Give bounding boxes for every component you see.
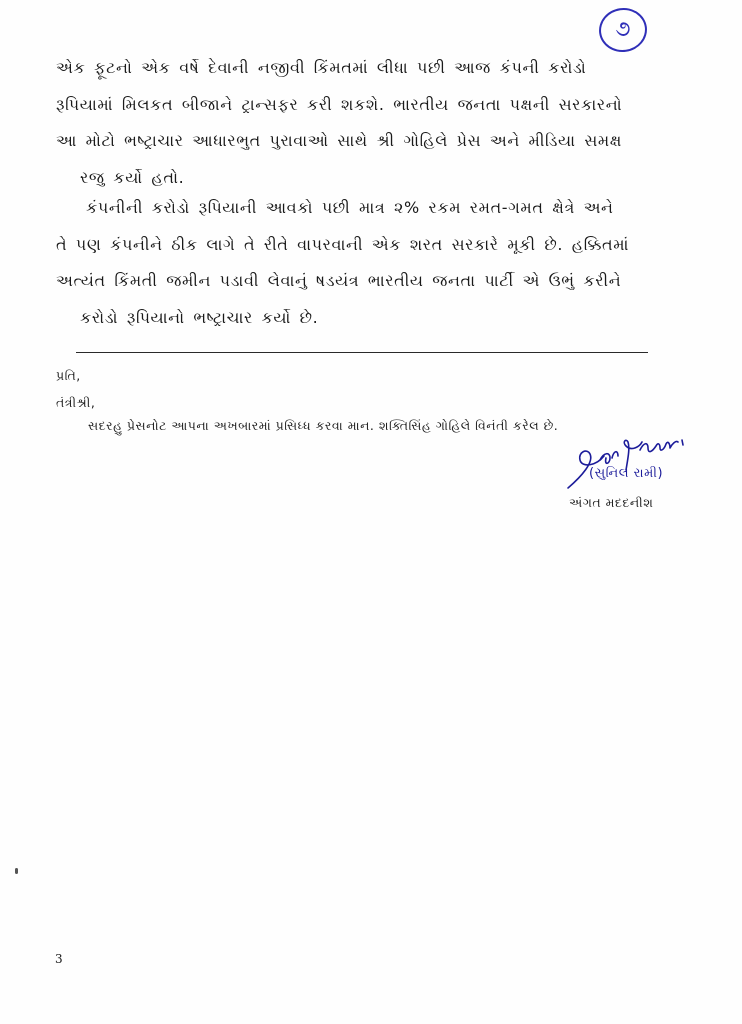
paragraph-1-line: રજુ કર્યો હતો. (80, 167, 185, 187)
paragraph-2-line: કરોડો રૂપિયાનો ભષ્ટ્રાચાર કર્યો છે. (80, 307, 319, 327)
paragraph-2 (56, 190, 666, 336)
request-line: સદરહુ પ્રેસનોટ આપના અખબારમાં પ્રસિધ્ધ કરવા માન. શક્તિસિંહ ગોહિલે વિનંતી કરેલ છે. (88, 418, 559, 433)
scan-speck (15, 868, 18, 874)
paragraph-1 (56, 50, 666, 196)
signatory-name: (સુનિલ રામી) (589, 466, 664, 481)
paragraph-1-line: આ મોટો ભષ્ટ્રાચાર આધારભુત પુરાવાઓ સાથે શ્રી ગોહિલે પ્રેસ અને મીડિયા સમક્ષ (56, 131, 622, 150)
page-number: 3 (55, 952, 63, 966)
paragraph-1-line: એક ફૂટનો એક વર્ષે દેવાની નજીવી કિંમતમાં લીધા પછી આજ કંપની કરોડો (56, 58, 587, 77)
paragraph-2-line: તે પણ કંપનીને ઠીક લાગે તે રીતે વાપરવાની એક શરત સરકારે મૂકી છે. હક્કિતમાં (56, 234, 630, 254)
signatory-designation: અંગત મદદનીશ (569, 495, 654, 510)
handwritten-page-mark: ૭ (596, 5, 650, 55)
paragraph-2-line (56, 190, 666, 227)
handwritten-signature (560, 436, 690, 494)
addressee-line-1: પ્રતિ, (56, 368, 81, 383)
horizontal-divider (76, 352, 648, 353)
paragraph-2-first-line-text: કંપનીની કરોડો રૂપિયાની આવકો પછી માત્ર ૨% રકમ રમત-ગમત ક્ષેત્રે અને (86, 198, 614, 217)
addressee-line-2: તંત્રીશ્રી, (56, 395, 96, 410)
paragraph-2-line: અત્યંત કિંમતી જમીન પડાવી લેવાનું ષડયંત્ર ભારતીય જનતા પાર્ટી એ ઉભું કરીને (56, 271, 622, 290)
paragraph-1-line: રૂપિયામાં મિલકત બીજાને ટ્રાન્સફર કરી શકશે. ભારતીય જનતા પક્ષની સરકારનો (56, 94, 623, 114)
